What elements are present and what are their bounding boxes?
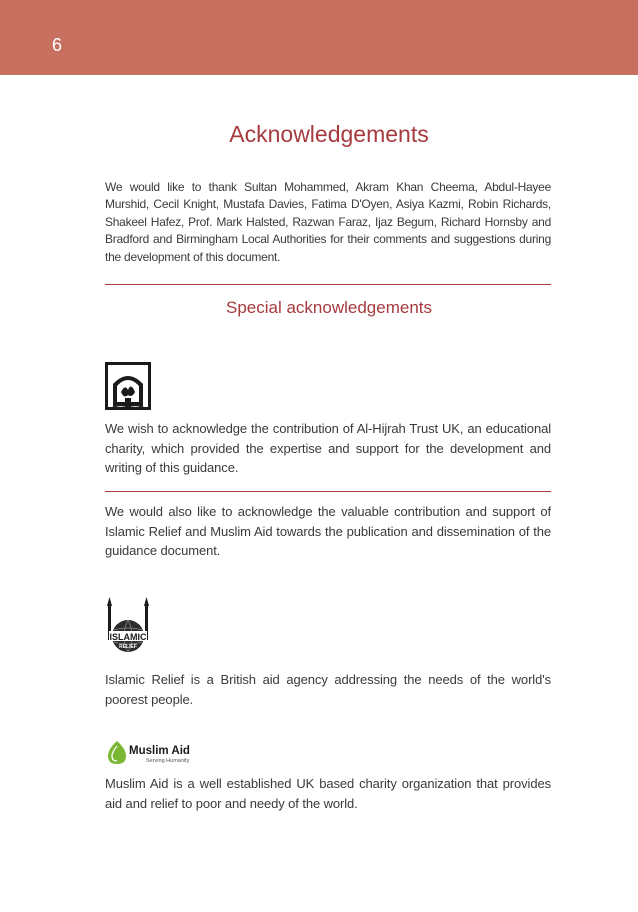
divider-middle [105,491,551,492]
islamic-relief-word2: RELIEF [119,644,137,650]
page-title: Acknowledgements [229,121,429,147]
page-number: 6 [52,35,63,55]
muslim-aid-name: Muslim Aid [129,745,190,757]
divider-top [105,284,551,285]
partners-paragraph: We would also like to acknowledge the valuable contribution and support of Islamic Relief and Muslim Aid towards the publication and dissemination of the guidance document. [105,504,551,559]
islamic-relief-paragraph: Islamic Relief is a British aid agency addressing the needs of the world's poorest people. [105,672,551,707]
al-hijrah-paragraph: We wish to acknowledge the contribution of Al-Hijrah Trust UK, an educational charity, which provided the expertise and support for the development and writing of this guidance. [105,421,551,476]
al-hijrah-trust-logo [105,362,151,410]
acknowledgements-paragraph: We would like to thank Sultan Mohammed, Akram Khan Cheema, Abdul-Hayee Murshid, Cecil Knight, Mustafa Davies, Fatima D'Oyen, Asiya Kazmi, Robin Richards, Shakeel Hafez, Prof. Mark Halsted, Razwan Faraz, Ijaz Begum, Richard Hornsby and Bradford and Birmingham Local Authorities for their comments and suggestions during the development of this document. [105,180,551,264]
islamic-relief-logo [106,596,150,660]
muslim-aid-paragraph: Muslim Aid is a well established UK based charity organization that provides aid and relief to poor and needy of the world. [105,776,551,811]
islamic-relief-word1: ISLAMIC [109,632,147,642]
muslim-aid-tagline: Serving Humanity [146,758,190,764]
header-band [0,0,638,75]
special-acknowledgements-heading: Special acknowledgements [225,298,432,317]
muslim-aid-logo [105,740,197,766]
